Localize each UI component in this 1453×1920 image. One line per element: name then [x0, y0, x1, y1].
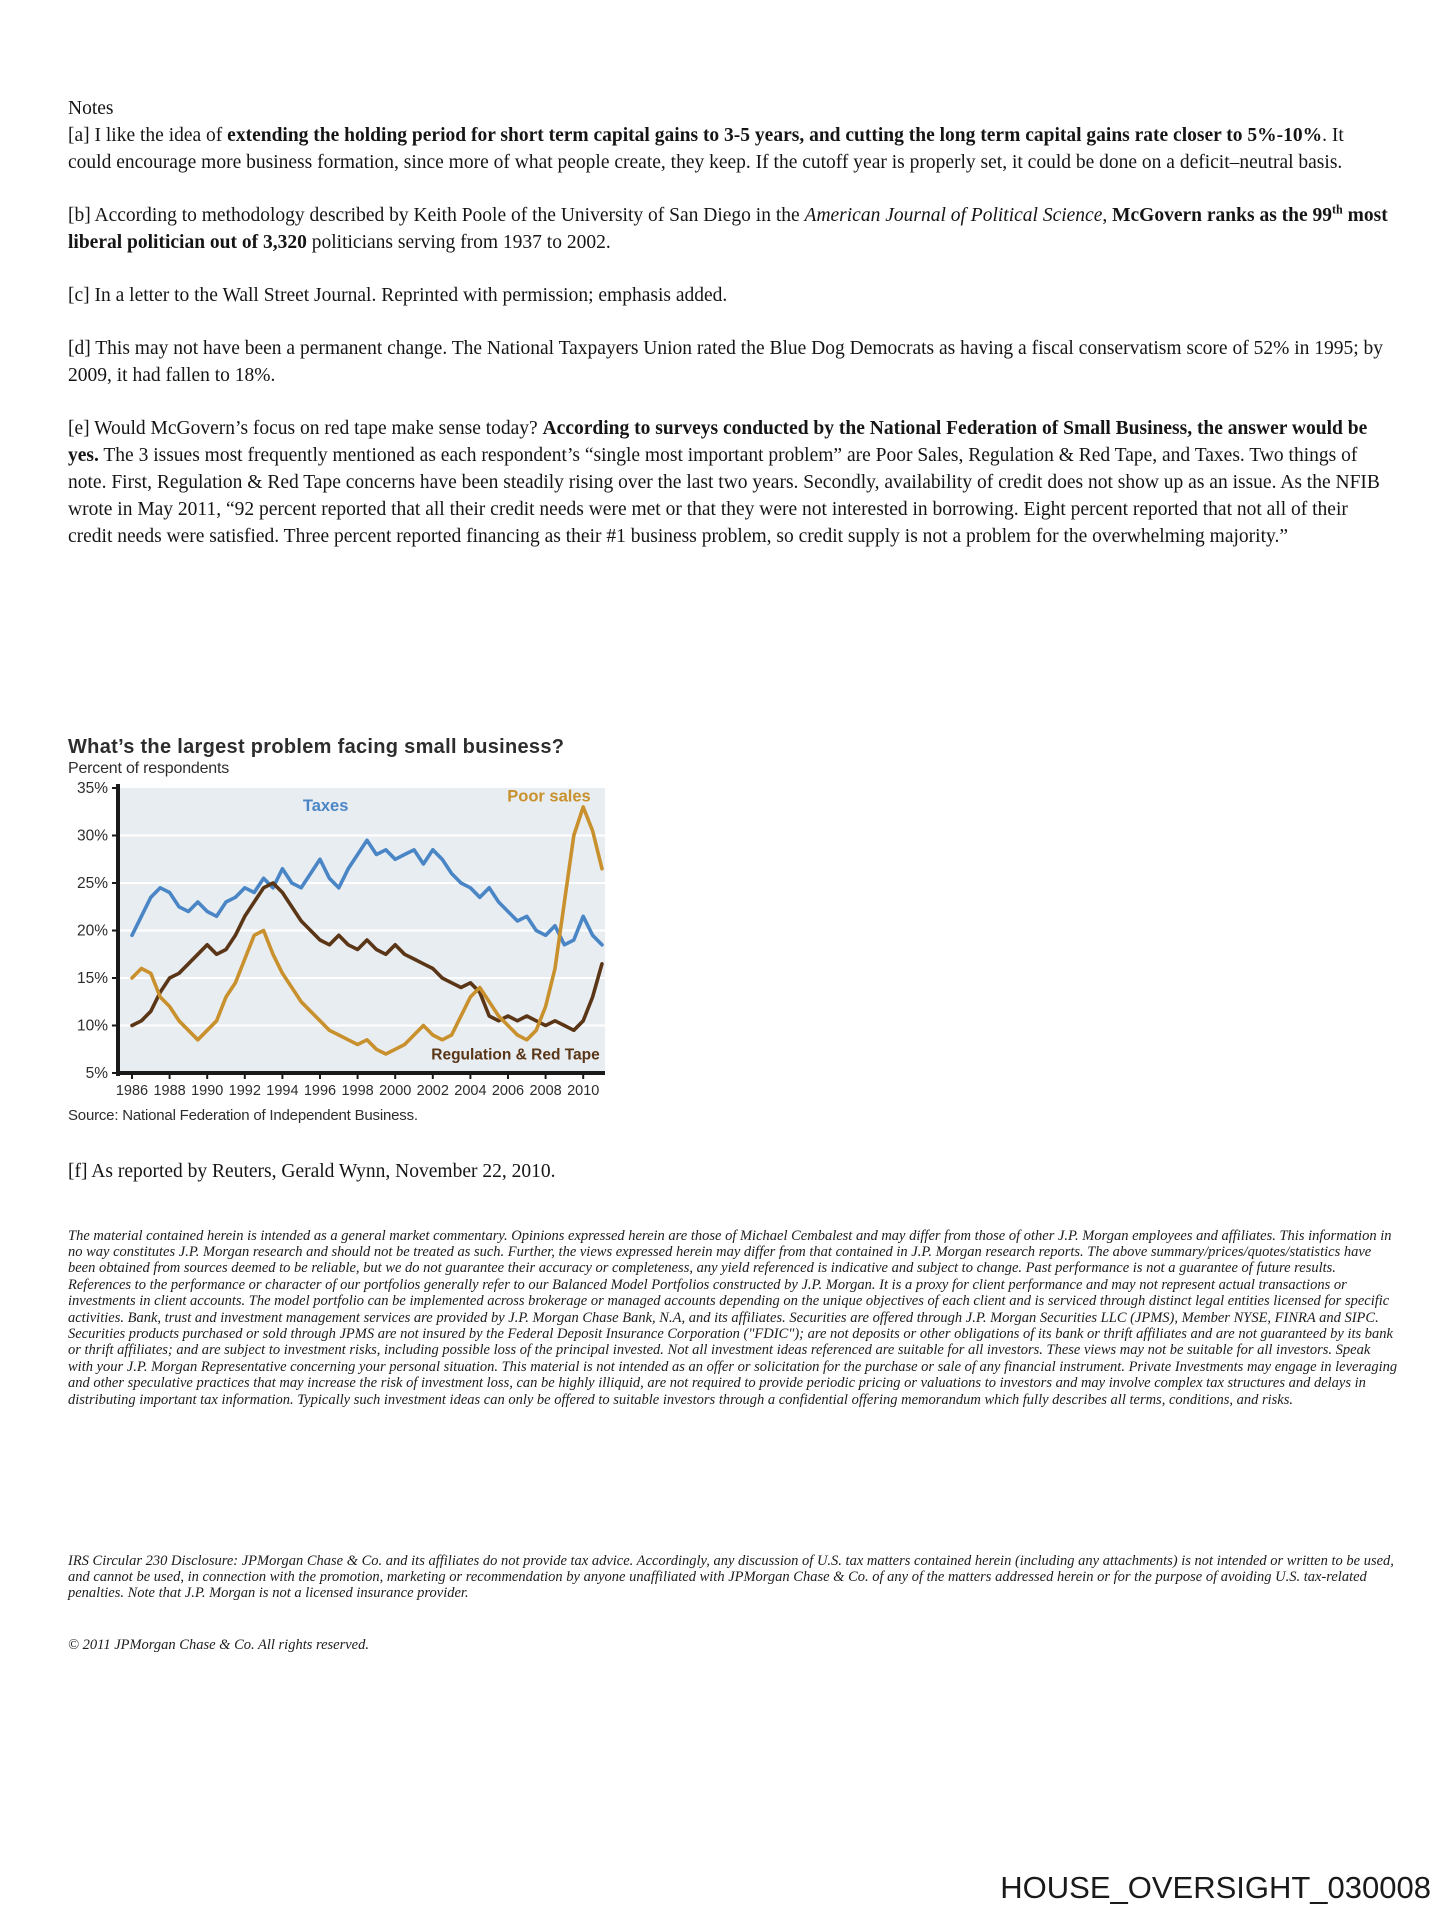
x-tick-label: 1998: [341, 1083, 374, 1099]
y-tick-label: 10%: [76, 1017, 108, 1035]
irs-circular-disclosure: IRS Circular 230 Disclosure: JPMorgan Chase & Co. and its affiliates do not provide tax advice. Accordingly, any discussion of U.S. tax matters contained herein (including any attachments) is not intended or written to be used, and cannot be used, in connection with the promotion, marketing or recommendation by anyone unaffiliated with JPMorgan Chase & Co. of any of the matters addressed herein or for the purpose of avoiding U.S. tax-related penalties. Note that J.P. Morgan is not a licensed insurance provider.: [68, 1552, 1394, 1602]
y-tick-label: 25%: [76, 875, 108, 892]
series-label-taxes: Taxes: [302, 796, 349, 815]
x-tick-label: 1988: [153, 1083, 186, 1099]
line-chart-plot: [68, 780, 628, 1106]
note-d: [d] This may not have been a permanent change. The National Taxpayers Union rated the Blue Dog Democrats as having a fiscal conservatism score of 52% in 1995; by 2009, it had fallen to 18%.: [68, 338, 1384, 386]
x-tick-label: 1990: [191, 1083, 224, 1099]
x-tick-label: 1994: [266, 1083, 299, 1099]
series-label-poor-sales: Poor sales: [507, 787, 591, 806]
notes-section: [68, 95, 1390, 576]
x-tick-label: 1992: [228, 1083, 261, 1099]
bates-number: HOUSE_OVERSIGHT_030008: [1000, 1870, 1431, 1905]
note-e: [e] Would McGovern’s focus on red tape make sense today? According to surveys conducted by the National Federation of Small Business, the answer would be yes. The 3 issues most frequently mentioned as each respondent’s “single most important problem” are Poor Sales, Regulation & Red Tape, and Taxes. Two things of note. First, Regulation & Red Tape concerns have been steadily rising over the last two years. Secondly, availability of credit does not show up as an issue. As the NFIB wrote in May 2011, “92 percent reported that all their credit needs were met or that they were not interested in borrowing. Eight percent reported that not all of their credit needs were satisfied. Three percent reported financing as their #1 business problem, so credit supply is not a problem for the overwhelming majority.”: [68, 418, 1380, 547]
note-a: [a] I like the idea of extending the holding period for short term capital gains to 3-5 years, and cutting the long term capital gains rate closer to 5%-10%. It could encourage more business formation, since more of what people create, they keep. If the cutoff year is properly set, it could be done on a deficit–neutral basis.: [68, 125, 1344, 173]
y-tick-label: 30%: [76, 827, 108, 845]
note-c: [c] In a letter to the Wall Street Journal. Reprinted with permission; emphasis added.: [68, 285, 728, 306]
y-tick-label: 35%: [76, 780, 108, 797]
y-tick-label: 15%: [76, 970, 108, 987]
x-tick-label: 2010: [567, 1083, 600, 1099]
note-f: [f] As reported by Reuters, Gerald Wynn, November 22, 2010.: [68, 1161, 556, 1182]
x-tick-label: 1996: [303, 1083, 337, 1099]
note-b: [b] According to methodology described by Keith Poole of the University of San Diego in the American Journal of Political Science, McGovern ranks as the 99th most liberal politician out of 3,320 politicians serving from 1937 to 2002.: [68, 202, 1388, 253]
x-tick-label: 2004: [454, 1083, 487, 1099]
x-tick-label: 2002: [416, 1083, 449, 1099]
x-tick-label: 2006: [491, 1083, 525, 1099]
series-label-regulation: Regulation & Red Tape: [431, 1046, 600, 1064]
notes-heading: Notes: [68, 98, 114, 119]
chart-source: Source: National Federation of Independent Business.: [68, 1107, 418, 1124]
notes-list: [68, 122, 1390, 550]
chart-title: What’s the largest problem facing small business?: [68, 736, 565, 758]
y-tick-label: 20%: [76, 922, 108, 940]
copyright-line: © 2011 JPMorgan Chase & Co. All rights reserved.: [68, 1636, 369, 1653]
small-business-chart: [68, 736, 668, 1124]
x-tick-label: 2000: [379, 1083, 412, 1099]
x-tick-label: 1986: [115, 1083, 149, 1099]
y-tick-label: 5%: [85, 1065, 108, 1082]
x-tick-label: 2008: [529, 1083, 562, 1099]
note-f-container: [68, 1158, 1390, 1211]
chart-subtitle: Percent of respondents: [68, 760, 230, 777]
legal-disclaimer: The material contained herein is intended as a general market commentary. Opinions expressed herein are those of Michael Cembalest and may differ from those of other J.P. Morgan employees and affiliates. This information in no way constitutes J.P. Morgan research and should not be treated as such. Further, the views expressed herein may differ from that contained in J.P. Morgan research reports. The above summary/prices/quotes/statistics have been obtained from sources deemed to be reliable, but we do not guarantee their accuracy or completeness, any yield referenced is indicative and subject to change. Past performance is not a guarantee of future results. References to the performance or character of our portfolios generally refer to our Balanced Model Portfolios constructed by J.P. Morgan. It is a proxy for client performance and may not represent actual transactions or investments in client accounts. The model portfolio can be implemented across brokerage or managed accounts depending on the unique objectives of each client and is serviced through distinct legal entities licensed for specific activities. Bank, trust and investment management services are provided by J.P. Morgan Chase Bank, N.A, and its affiliates. Securities are offered through J.P. Morgan Securities LLC (JPMS), Member NYSE, FINRA and SIPC. Securities products purchased or sold through JPMS are not insured by the Federal Deposit Insurance Corporation ("FDIC"); are not deposits or other obligations of its bank or thrift affiliates and are not guaranteed by its bank or thrift affiliates; and are subject to investment risks, including possible loss of the principal invested. Not all investment ideas referenced are suitable for all investors. These views may not be suitable for all investors. Speak with your J.P. Morgan Representative concerning your personal situation. This material is not intended as an offer or solicitation for the purchase or sale of any financial instrument. Private Investments may engage in leveraging and other speculative practices that may increase the risk of investment loss, can be highly illiquid, are not required to provide periodic pricing or valuations to investors and may involve complex tax structures and delays in distributing important tax information. Typically such investment ideas can only be offered to suitable investors through a confidential offering memorandum which fully describes all terms, conditions, and risks.: [68, 1227, 1398, 1408]
